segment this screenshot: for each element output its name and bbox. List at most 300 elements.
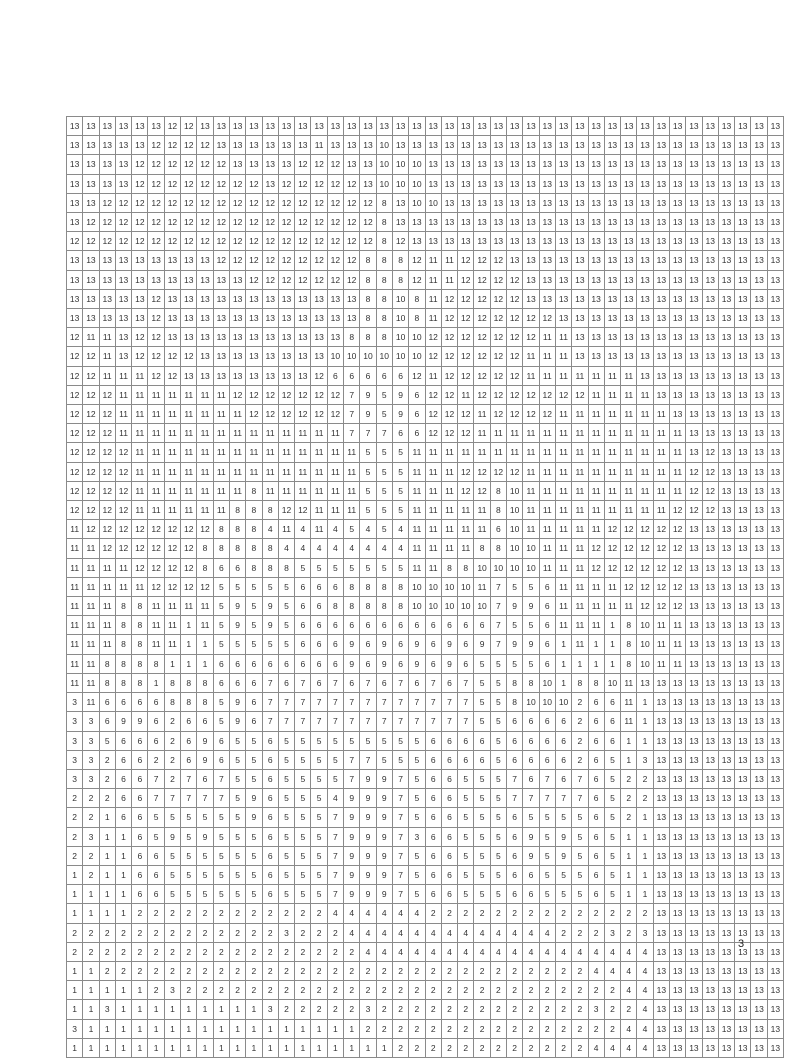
grid-cell: 8 bbox=[376, 270, 392, 289]
grid-cell: 13 bbox=[735, 155, 751, 174]
grid-cell: 2 bbox=[572, 1000, 588, 1019]
grid-cell: 5 bbox=[246, 577, 262, 596]
grid-cell: 13 bbox=[148, 251, 164, 270]
grid-cell: 4 bbox=[637, 961, 653, 980]
grid-cell: 12 bbox=[67, 232, 83, 251]
grid-cell: 13 bbox=[441, 193, 457, 212]
grid-row bbox=[67, 462, 784, 481]
grid-cell: 11 bbox=[262, 443, 278, 462]
grid-cell: 13 bbox=[115, 155, 131, 174]
grid-cell: 13 bbox=[490, 155, 506, 174]
grid-cell: 4 bbox=[637, 1038, 653, 1057]
grid-cell: 13 bbox=[246, 117, 262, 136]
grid-cell: 11 bbox=[523, 443, 539, 462]
grid-cell: 13 bbox=[148, 270, 164, 289]
grid-cell: 11 bbox=[67, 539, 83, 558]
grid-cell: 13 bbox=[686, 328, 702, 347]
grid-cell: 5 bbox=[474, 769, 490, 788]
grid-cell: 12 bbox=[425, 424, 441, 443]
grid-cell: 12 bbox=[148, 309, 164, 328]
grid-cell: 9 bbox=[376, 635, 392, 654]
grid-cell: 13 bbox=[278, 347, 294, 366]
grid-cell: 13 bbox=[67, 136, 83, 155]
grid-cell: 13 bbox=[572, 136, 588, 155]
grid-cell: 11 bbox=[653, 405, 669, 424]
grid-cell: 11 bbox=[555, 481, 571, 500]
grid-cell: 5 bbox=[409, 846, 425, 865]
grid-cell: 6 bbox=[262, 769, 278, 788]
grid-cell: 13 bbox=[751, 520, 767, 539]
grid-cell: 4 bbox=[295, 539, 311, 558]
grid-cell: 5 bbox=[164, 808, 180, 827]
grid-cell: 13 bbox=[669, 1000, 685, 1019]
grid-cell: 13 bbox=[425, 174, 441, 193]
grid-cell: 13 bbox=[490, 193, 506, 212]
grid-cell: 13 bbox=[653, 808, 669, 827]
grid-cell: 1 bbox=[621, 865, 637, 884]
grid-cell: 2 bbox=[441, 961, 457, 980]
grid-cell: 12 bbox=[344, 213, 360, 232]
grid-cell: 13 bbox=[751, 942, 767, 961]
grid-cell: 13 bbox=[735, 1000, 751, 1019]
grid-cell: 11 bbox=[637, 443, 653, 462]
grid-cell: 4 bbox=[588, 961, 604, 980]
grid-cell: 11 bbox=[83, 539, 99, 558]
grid-cell: 12 bbox=[262, 385, 278, 404]
grid-cell: 5 bbox=[213, 865, 229, 884]
grid-cell: 12 bbox=[669, 597, 685, 616]
grid-cell: 9 bbox=[344, 865, 360, 884]
grid-cell: 8 bbox=[132, 654, 148, 673]
grid-cell: 8 bbox=[115, 616, 131, 635]
grid-cell: 12 bbox=[115, 501, 131, 520]
grid-cell: 11 bbox=[83, 597, 99, 616]
grid-cell: 2 bbox=[197, 981, 213, 1000]
grid-cell: 13 bbox=[376, 117, 392, 136]
grid-cell: 12 bbox=[148, 232, 164, 251]
grid-cell: 5 bbox=[213, 616, 229, 635]
grid-cell: 4 bbox=[392, 520, 408, 539]
grid-cell: 2 bbox=[588, 981, 604, 1000]
grid-cell: 13 bbox=[115, 347, 131, 366]
grid-cell: 2 bbox=[555, 1038, 571, 1057]
grid-row bbox=[67, 232, 784, 251]
grid-cell: 13 bbox=[686, 155, 702, 174]
grid-cell: 10 bbox=[376, 155, 392, 174]
grid-cell: 13 bbox=[132, 251, 148, 270]
grid-cell: 6 bbox=[213, 750, 229, 769]
grid-cell: 11 bbox=[555, 424, 571, 443]
grid-cell: 1 bbox=[115, 981, 131, 1000]
grid-cell: 12 bbox=[327, 174, 343, 193]
grid-cell: 5 bbox=[229, 808, 245, 827]
grid-cell: 13 bbox=[718, 808, 734, 827]
grid-cell: 13 bbox=[588, 213, 604, 232]
grid-cell: 13 bbox=[278, 328, 294, 347]
grid-cell: 5 bbox=[572, 885, 588, 904]
grid-cell: 5 bbox=[523, 577, 539, 596]
grid-cell: 13 bbox=[637, 117, 653, 136]
grid-cell: 8 bbox=[99, 673, 115, 692]
grid-cell: 12 bbox=[458, 289, 474, 308]
grid-cell: 12 bbox=[474, 289, 490, 308]
grid-cell: 8 bbox=[360, 328, 376, 347]
grid-cell: 13 bbox=[767, 981, 783, 1000]
grid-cell: 13 bbox=[718, 981, 734, 1000]
grid-cell: 9 bbox=[507, 597, 523, 616]
grid-cell: 6 bbox=[115, 808, 131, 827]
grid-cell: 13 bbox=[588, 117, 604, 136]
grid-cell: 10 bbox=[539, 673, 555, 692]
grid-cell: 10 bbox=[523, 693, 539, 712]
grid-cell: 4 bbox=[621, 1019, 637, 1038]
grid-cell: 13 bbox=[507, 174, 523, 193]
grid-cell: 12 bbox=[229, 385, 245, 404]
grid-cell: 9 bbox=[197, 827, 213, 846]
grid-row bbox=[67, 347, 784, 366]
grid-cell: 6 bbox=[507, 865, 523, 884]
grid-cell: 13 bbox=[718, 385, 734, 404]
grid-cell: 6 bbox=[311, 673, 327, 692]
grid-cell: 13 bbox=[653, 289, 669, 308]
grid-cell: 13 bbox=[702, 904, 718, 923]
grid-cell: 5 bbox=[311, 885, 327, 904]
grid-cell: 13 bbox=[751, 366, 767, 385]
grid-cell: 13 bbox=[686, 827, 702, 846]
grid-cell: 11 bbox=[604, 481, 620, 500]
grid-cell: 12 bbox=[637, 558, 653, 577]
grid-cell: 4 bbox=[327, 789, 343, 808]
grid-cell: 11 bbox=[621, 673, 637, 692]
grid-cell: 2 bbox=[311, 961, 327, 980]
grid-cell: 12 bbox=[132, 520, 148, 539]
grid-cell: 13 bbox=[718, 289, 734, 308]
grid-cell: 2 bbox=[376, 981, 392, 1000]
grid-cell: 13 bbox=[767, 846, 783, 865]
grid-cell: 1 bbox=[99, 808, 115, 827]
grid-cell: 5 bbox=[539, 846, 555, 865]
grid-cell: 11 bbox=[588, 481, 604, 500]
grid-cell: 6 bbox=[588, 827, 604, 846]
grid-cell: 13 bbox=[702, 117, 718, 136]
grid-cell: 11 bbox=[458, 539, 474, 558]
grid-cell: 3 bbox=[83, 750, 99, 769]
grid-cell: 4 bbox=[376, 923, 392, 942]
grid-cell: 10 bbox=[555, 693, 571, 712]
grid-cell: 7 bbox=[572, 769, 588, 788]
grid-cell: 11 bbox=[539, 520, 555, 539]
grid-cell: 12 bbox=[702, 481, 718, 500]
grid-cell: 1 bbox=[572, 654, 588, 673]
grid-cell: 4 bbox=[539, 942, 555, 961]
grid-cell: 2 bbox=[376, 961, 392, 980]
grid-cell: 11 bbox=[441, 520, 457, 539]
grid-row bbox=[67, 539, 784, 558]
grid-cell: 2 bbox=[539, 1019, 555, 1038]
grid-cell: 11 bbox=[311, 501, 327, 520]
grid-cell: 13 bbox=[637, 366, 653, 385]
grid-cell: 6 bbox=[278, 654, 294, 673]
grid-cell: 6 bbox=[344, 366, 360, 385]
grid-cell: 4 bbox=[360, 923, 376, 942]
grid-cell: 5 bbox=[148, 808, 164, 827]
grid-cell: 11 bbox=[669, 654, 685, 673]
grid-cell: 5 bbox=[197, 846, 213, 865]
grid-cell: 13 bbox=[702, 251, 718, 270]
grid-cell: 5 bbox=[474, 846, 490, 865]
grid-cell: 12 bbox=[344, 251, 360, 270]
grid-cell: 10 bbox=[392, 309, 408, 328]
grid-cell: 13 bbox=[735, 117, 751, 136]
grid-cell: 13 bbox=[735, 923, 751, 942]
grid-cell: 13 bbox=[686, 1019, 702, 1038]
grid-cell: 13 bbox=[718, 577, 734, 596]
grid-cell: 13 bbox=[767, 923, 783, 942]
grid-cell: 6 bbox=[588, 769, 604, 788]
grid-cell: 13 bbox=[164, 328, 180, 347]
grid-cell: 3 bbox=[83, 827, 99, 846]
grid-cell: 13 bbox=[735, 846, 751, 865]
grid-cell: 8 bbox=[344, 597, 360, 616]
grid-cell: 6 bbox=[327, 654, 343, 673]
grid-cell: 5 bbox=[229, 769, 245, 788]
grid-cell: 1 bbox=[229, 1000, 245, 1019]
grid-cell: 12 bbox=[295, 213, 311, 232]
grid-cell: 5 bbox=[327, 750, 343, 769]
grid-cell: 12 bbox=[181, 520, 197, 539]
grid-cell: 11 bbox=[539, 462, 555, 481]
grid-cell: 6 bbox=[311, 616, 327, 635]
grid-cell: 7 bbox=[360, 424, 376, 443]
grid-cell: 2 bbox=[555, 904, 571, 923]
grid-cell: 13 bbox=[686, 942, 702, 961]
grid-cell: 2 bbox=[213, 961, 229, 980]
grid-cell: 13 bbox=[686, 635, 702, 654]
grid-cell: 12 bbox=[295, 270, 311, 289]
grid-cell: 13 bbox=[767, 117, 783, 136]
grid-cell: 6 bbox=[229, 654, 245, 673]
grid-cell: 12 bbox=[327, 385, 343, 404]
grid-cell: 6 bbox=[409, 385, 425, 404]
grid-cell: 2 bbox=[83, 846, 99, 865]
grid-cell: 6 bbox=[425, 789, 441, 808]
grid-cell: 2 bbox=[327, 923, 343, 942]
grid-cell: 5 bbox=[458, 827, 474, 846]
grid-cell: 7 bbox=[148, 769, 164, 788]
grid-cell: 5 bbox=[376, 731, 392, 750]
grid-cell: 13 bbox=[604, 213, 620, 232]
grid-row bbox=[67, 635, 784, 654]
grid-cell: 2 bbox=[441, 1038, 457, 1057]
grid-cell: 2 bbox=[295, 981, 311, 1000]
grid-cell: 13 bbox=[653, 904, 669, 923]
grid-cell: 8 bbox=[278, 558, 294, 577]
grid-cell: 13 bbox=[702, 347, 718, 366]
grid-cell: 13 bbox=[767, 1000, 783, 1019]
grid-cell: 7 bbox=[458, 693, 474, 712]
grid-cell: 1 bbox=[115, 1038, 131, 1057]
grid-cell: 5 bbox=[278, 635, 294, 654]
grid-cell: 8 bbox=[246, 539, 262, 558]
grid-cell: 4 bbox=[555, 942, 571, 961]
grid-cell: 13 bbox=[213, 270, 229, 289]
grid-cell: 6 bbox=[474, 731, 490, 750]
grid-cell: 11 bbox=[637, 481, 653, 500]
grid-cell: 5 bbox=[604, 769, 620, 788]
grid-cell: 7 bbox=[327, 712, 343, 731]
grid-cell: 5 bbox=[181, 865, 197, 884]
grid-cell: 5 bbox=[555, 808, 571, 827]
grid-cell: 2 bbox=[490, 981, 506, 1000]
grid-cell: 12 bbox=[669, 558, 685, 577]
grid-cell: 12 bbox=[164, 136, 180, 155]
grid-cell: 12 bbox=[474, 347, 490, 366]
grid-row bbox=[67, 366, 784, 385]
grid-cell: 13 bbox=[246, 328, 262, 347]
grid-cell: 12 bbox=[213, 155, 229, 174]
grid-cell: 7 bbox=[409, 693, 425, 712]
grid-cell: 11 bbox=[653, 635, 669, 654]
grid-cell: 11 bbox=[132, 501, 148, 520]
grid-cell: 13 bbox=[653, 865, 669, 884]
grid-cell: 1 bbox=[360, 1038, 376, 1057]
grid-cell: 11 bbox=[148, 405, 164, 424]
grid-cell: 13 bbox=[751, 961, 767, 980]
grid-cell: 13 bbox=[637, 136, 653, 155]
grid-cell: 2 bbox=[572, 923, 588, 942]
grid-cell: 8 bbox=[262, 539, 278, 558]
grid-cell: 13 bbox=[653, 347, 669, 366]
grid-cell: 11 bbox=[621, 366, 637, 385]
grid-cell: 12 bbox=[295, 155, 311, 174]
grid-cell: 7 bbox=[295, 712, 311, 731]
grid-cell: 11 bbox=[213, 405, 229, 424]
grid-cell: 4 bbox=[392, 923, 408, 942]
grid-cell: 13 bbox=[278, 309, 294, 328]
grid-cell: 13 bbox=[718, 213, 734, 232]
grid-cell: 11 bbox=[588, 577, 604, 596]
grid-cell: 2 bbox=[474, 904, 490, 923]
grid-cell: 6 bbox=[148, 731, 164, 750]
grid-cell: 2 bbox=[164, 731, 180, 750]
grid-cell: 5 bbox=[181, 808, 197, 827]
grid-cell: 13 bbox=[702, 731, 718, 750]
grid-cell: 13 bbox=[621, 136, 637, 155]
grid-cell: 7 bbox=[392, 846, 408, 865]
grid-cell: 13 bbox=[767, 155, 783, 174]
grid-cell: 13 bbox=[686, 577, 702, 596]
grid-cell: 13 bbox=[767, 309, 783, 328]
grid-cell: 5 bbox=[604, 865, 620, 884]
grid-cell: 6 bbox=[425, 827, 441, 846]
grid-cell: 1 bbox=[295, 1019, 311, 1038]
grid-cell: 13 bbox=[686, 750, 702, 769]
grid-cell: 11 bbox=[164, 481, 180, 500]
grid-cell: 13 bbox=[148, 117, 164, 136]
grid-cell: 13 bbox=[702, 1000, 718, 1019]
grid-cell: 10 bbox=[425, 597, 441, 616]
grid-cell: 11 bbox=[669, 424, 685, 443]
grid-cell: 6 bbox=[295, 597, 311, 616]
grid-cell: 5 bbox=[458, 885, 474, 904]
grid-cell: 12 bbox=[99, 443, 115, 462]
grid-cell: 2 bbox=[425, 904, 441, 923]
grid-cell: 13 bbox=[197, 117, 213, 136]
grid-cell: 5 bbox=[376, 481, 392, 500]
grid-cell: 6 bbox=[588, 693, 604, 712]
grid-cell: 2 bbox=[83, 808, 99, 827]
grid-cell: 13 bbox=[653, 232, 669, 251]
grid-cell: 12 bbox=[458, 347, 474, 366]
grid-cell: 13 bbox=[555, 117, 571, 136]
grid-cell: 7 bbox=[344, 769, 360, 788]
grid-cell: 11 bbox=[669, 462, 685, 481]
grid-cell: 11 bbox=[132, 424, 148, 443]
grid-cell: 5 bbox=[490, 712, 506, 731]
grid-cell: 5 bbox=[523, 808, 539, 827]
grid-cell: 6 bbox=[588, 865, 604, 884]
grid-cell: 13 bbox=[718, 366, 734, 385]
grid-cell: 11 bbox=[572, 577, 588, 596]
grid-cell: 11 bbox=[295, 462, 311, 481]
grid-cell: 11 bbox=[555, 443, 571, 462]
grid-cell: 9 bbox=[360, 827, 376, 846]
grid-cell: 12 bbox=[148, 558, 164, 577]
grid-cell: 13 bbox=[767, 174, 783, 193]
grid-cell: 5 bbox=[246, 635, 262, 654]
grid-cell: 6 bbox=[295, 635, 311, 654]
grid-cell: 11 bbox=[523, 462, 539, 481]
grid-cell: 12 bbox=[262, 270, 278, 289]
grid-cell: 13 bbox=[669, 174, 685, 193]
grid-cell: 12 bbox=[474, 366, 490, 385]
grid-cell: 6 bbox=[132, 808, 148, 827]
grid-cell: 6 bbox=[278, 673, 294, 692]
grid-cell: 1 bbox=[83, 1038, 99, 1057]
grid-cell: 12 bbox=[669, 501, 685, 520]
grid-cell: 9 bbox=[262, 616, 278, 635]
grid-cell: 2 bbox=[278, 1000, 294, 1019]
grid-cell: 4 bbox=[409, 923, 425, 942]
grid-cell: 10 bbox=[376, 174, 392, 193]
grid-cell: 12 bbox=[523, 385, 539, 404]
grid-cell: 6 bbox=[376, 366, 392, 385]
grid-cell: 9 bbox=[246, 789, 262, 808]
grid-cell: 7 bbox=[392, 693, 408, 712]
grid-cell: 13 bbox=[735, 693, 751, 712]
grid-cell: 8 bbox=[197, 558, 213, 577]
grid-cell: 13 bbox=[490, 213, 506, 232]
grid-cell: 3 bbox=[637, 750, 653, 769]
grid-cell: 12 bbox=[295, 251, 311, 270]
grid-cell: 5 bbox=[474, 654, 490, 673]
grid-cell: 13 bbox=[588, 155, 604, 174]
grid-cell: 13 bbox=[83, 117, 99, 136]
grid-cell: 13 bbox=[278, 289, 294, 308]
grid-cell: 7 bbox=[425, 673, 441, 692]
grid-cell: 13 bbox=[653, 366, 669, 385]
grid-cell: 2 bbox=[229, 942, 245, 961]
grid-cell: 11 bbox=[83, 558, 99, 577]
grid-cell: 12 bbox=[213, 251, 229, 270]
grid-cell: 13 bbox=[669, 981, 685, 1000]
grid-row bbox=[67, 1038, 784, 1057]
grid-cell: 12 bbox=[148, 328, 164, 347]
grid-cell: 2 bbox=[229, 981, 245, 1000]
grid-cell: 12 bbox=[229, 232, 245, 251]
grid-cell: 13 bbox=[767, 808, 783, 827]
grid-cell: 13 bbox=[246, 309, 262, 328]
